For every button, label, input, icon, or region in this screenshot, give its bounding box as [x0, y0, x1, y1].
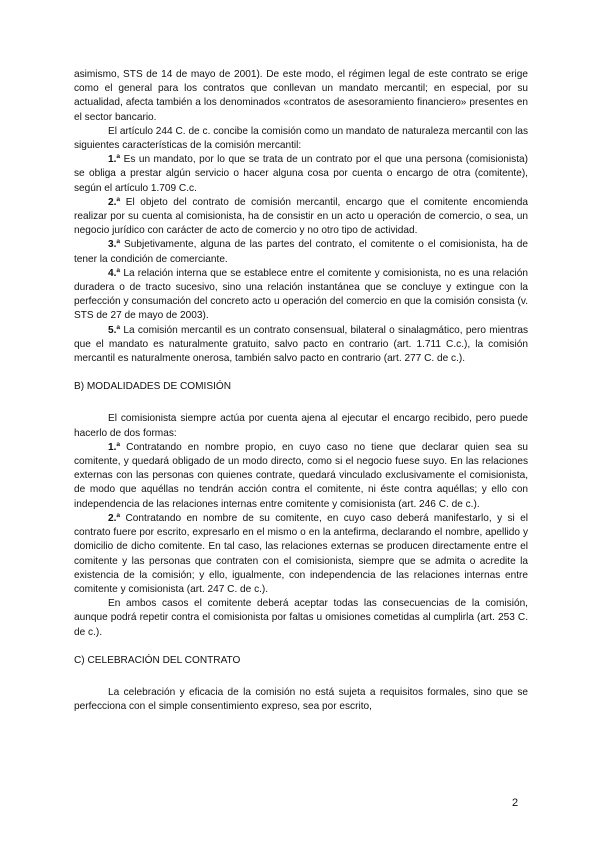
list-item [74, 324, 528, 367]
list-item [74, 512, 528, 597]
item-number: 4.ª [108, 267, 121, 279]
item-number: 5.ª [108, 324, 121, 336]
item-number: 1.ª [108, 154, 121, 166]
item-number: 2.ª [108, 512, 121, 524]
paragraph: El comisionista siempre actúa por cuenta ajena al ejecutar el encargo recibido, pero puede hacerlo de dos formas: [74, 413, 528, 439]
section-heading-b: B) MODALIDADES DE COMISIÓN [74, 381, 232, 393]
item-number: 2.ª [108, 196, 121, 208]
paragraph: asimismo, STS de 14 de mayo de 2001). De este modo, el régimen legal de este contrato se erige como el general para los contratos que conllevan un mandato mercantil; en especial, por su actualidad, afecta también a los denominados «contratos de asesoramiento financiero» presentes en el sector bancario. [74, 69, 528, 123]
list-item [74, 196, 528, 239]
list-item [74, 441, 528, 512]
list-item [74, 267, 528, 324]
item-number: 3.ª [108, 239, 121, 251]
list-item [74, 238, 528, 266]
item-text: Contratando en nombre de su comitente, en cuyo caso deberá manifestarlo, y si el contrato fuere por escrito, expresarlo en el mismo o en la antefirma, declarando el nombre, apellido y domicilio de dicho comitente. En tal caso, las relaciones externas se producen directamente entre el comitente y las personas que contraten con el comisionista, siempre que se admita o acredite la existencia de la comisión; y ello, igualmente, con independencia de las relaciones internas entre comitente y comisionista (art. 247 C. de c.). [74, 512, 528, 595]
document-body [74, 68, 528, 714]
item-text: Subjetivamente, alguna de las partes del contrato, el comitente o el comisionista, ha de tener la condición de comerciante. [74, 239, 528, 265]
item-text: La relación interna que se establece entre el comitente y comisionista, no es una relación duradera o de tracto sucesivo, sino una relación instantánea que se concluye y extingue con la perfección y consumación del concreto acto u operación del comercio en que la comisión consista (v. STS de 27 de mayo de 2003). [74, 267, 528, 322]
item-text: El objeto del contrato de comisión mercantil, encargo que el comitente encomienda realizar por su cuenta al comisionista, ha de consistir en un acto u operación de comercio, o sea, un negocio jurídico con carácter de acto de comercio y no otro tipo de actividad. [74, 196, 528, 237]
page-number: 2 [512, 797, 519, 809]
paragraph: El artículo 244 C. de c. concibe la comisión como un mandato de naturaleza mercantil con las siguientes características de la comisión mercantil: [74, 125, 528, 152]
paragraph: La celebración y eficacia de la comisión no está sujeta a requisitos formales, sino que se perfecciona con el simple consentimiento expreso, sea por escrito, [74, 686, 528, 713]
list-item [74, 153, 528, 196]
item-number: 1.ª [108, 441, 121, 453]
paragraph: En ambos casos el comitente deberá aceptar todas las consecuencias de la comisión, aunque podrá repetir contra el comisionista por faltas u omisiones cometidas al cumplirla (art. 253 C. de c.). [74, 598, 528, 638]
item-text: Contratando en nombre propio, en cuyo caso no tiene que declarar quien sea su comitente, y quedará obligado de un modo directo, como si el negocio fuese suyo. En las relaciones externas con las personas con quienes contrate, quedará vinculado exclusivamente el comisionista, de modo que aquéllas no tendrán acción contra el comitente, ni éste contra aquéllas; y ello con independencia de las relaciones internas entre comitente y comisionista (art. 246 C. de c.). [74, 441, 528, 510]
item-text: Es un mandato, por lo que se trata de un contrato por el que una persona (comisionista) se obliga a prestar algún servicio o hacer alguna cosa por cuenta o encargo de otra (comitente), según el artículo 1.709 C.c. [74, 154, 528, 194]
section-heading-c: C) CELEBRACIÓN DEL CONTRATO [74, 654, 241, 666]
item-text: La comisión mercantil es un contrato consensual, bilateral o sinalagmático, pero mientras que el mandato es naturalmente gratuito, salvo pacto en contrario (art. 1.711 C.c.), la comisión mercantil es naturalmente onerosa, también salvo pacto en contrario (art. 277 C. de c.). [74, 324, 528, 365]
